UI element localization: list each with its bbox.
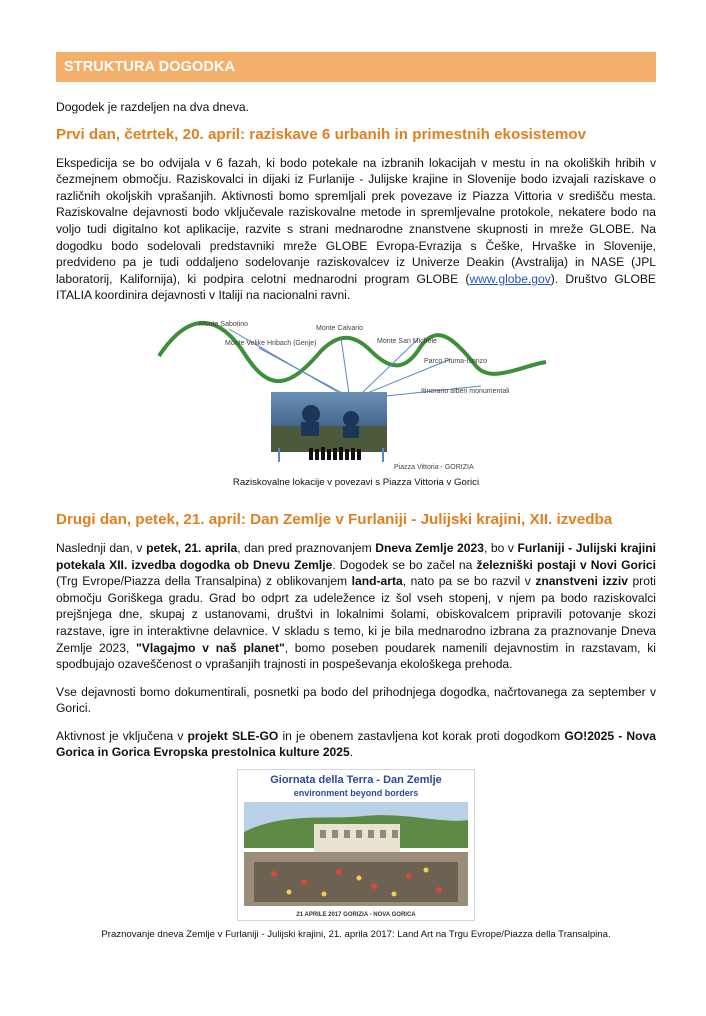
day2-paragraph3: [56, 728, 656, 761]
label-calvario: Monte Calvario: [316, 324, 364, 332]
bold-text: petek, 21. aprila: [146, 540, 238, 555]
text: (Trg Evrope/Piazza della Transalpina) z oblikovanjem: [56, 574, 352, 589]
poster-title: Giornata della Terra - Dan Zemlje: [270, 774, 442, 787]
poster-subtitle: environment beyond borders: [293, 788, 419, 799]
text: Naslednji dan, v: [56, 540, 147, 555]
day2-paragraph2: Vse dejavnosti bomo dokumentirali, posnetki pa bodo del prihodnjega dogodka, načrtovanega za september v Gorici.: [56, 684, 656, 716]
day1-text-b: ). Društvo GLOBE ITALIA koordinira dejavnosti v Italiji na nacionalni ravni.: [56, 271, 656, 303]
figure1-caption: Raziskovalne lokacije v povezavi s Piazza Vittoria v Gorici: [232, 476, 480, 488]
day1-paragraph: [56, 155, 656, 304]
section-banner: [56, 52, 656, 82]
label-piazza: Piazza Vittoria - GORIZIA: [394, 463, 474, 471]
text: .: [349, 745, 354, 760]
text: . Dogodek se bo začel na: [332, 557, 477, 572]
section-title: STRUKTURA DOGODKA: [64, 59, 236, 75]
bold-text: železniški postaji v Novi Gorici: [476, 557, 657, 572]
bold-text: projekt SLE-GO: [187, 728, 279, 743]
text: , nato pa se bo razvil v: [402, 574, 536, 589]
bold-text: GO!2025 - Nova Gorica in Gorica Evropska prestolnica kulture 2025: [56, 728, 656, 760]
text: proti območju Goriškega gradu. Grad bo odprt za udeležence iz šol vseh stopenj, v njem pa bodo raziskovalci prejšnjega dne, skupaj z ustanovami, društvi in lokalnimi šolami, obiskovalcem pripravili potovanje skozi razstave, igre in interaktivne delavnice. V skladu s temo, ki je bila mednarodno izbrana za praznovanje Dneva Zemlje 2023,: [56, 574, 656, 655]
bold-text: Dneva Zemlje 2023: [375, 540, 484, 555]
globe-link[interactable]: www.globe.gov: [469, 271, 551, 286]
text: Aktivnost je vključena v: [56, 728, 188, 743]
day1-heading: Prvi dan, četrtek, 20. april: raziskave 6 urbanih in primestnih ekosistemov: [56, 125, 587, 143]
document-page: [56, 52, 656, 940]
day2-paragraph1: [56, 540, 656, 673]
bold-text: "Vlagajmo v naš planet": [136, 640, 285, 655]
bold-text: znanstveni izziv: [535, 574, 628, 589]
research-locations-figure: [151, 316, 561, 471]
text: in je obenem zastavljena kot korak proti dogodkom: [278, 728, 565, 743]
bold-text: Furlaniji - Julijski krajini potekala XII. izvedba dogodka ob Dnevu Zemlje: [56, 540, 656, 572]
earth-day-poster: [237, 769, 475, 921]
land-art-photo: [244, 802, 468, 906]
label-sabotino: Monte Sabotino: [199, 320, 249, 328]
label-itinerario: Itinerario alberi monumentali: [421, 387, 510, 395]
poster-footer: 21 APRILE 2017 GORIZIA - NOVA GORICA: [296, 912, 416, 919]
day1-text-a: Ekspedicija se bo odvijala v 6 fazah, ki bodo potekale na izbranih lokacijah v mestu in na okoliških hribih v čezmejnem območju. Raziskovalci in dijaki iz Furlanije - Julijske krajine in Slovenije bodo izvajali raziskave o različnih okoljskih vprašanjih. Aktivnosti bomo spremljali prek povezave iz Piazza Vittoria v središču mesta. Raziskovalne dejavnosti bodo vključevale raziskovalne metode in spremljevalne protokole, nekatere bodo na voljo tudi digitalno kot aplikacije, razvite s strani mednarodne znanstvene skupnosti in mreže GLOBE. Na dogodku bodo sodelovali predstavniki mreže GLOBE Evropa-Evrazija s Češke, Hrvaške in Slovenije, predvideno pa je tudi oddaljeno sodelovanje raziskovalcev iz Univerze Deakin (Avstralija) in NASE (JPL laboratorij, Kalifornija), ki podpira celotni mednarodni program GLOBE (: [56, 155, 656, 286]
label-velike-hribach: Monte Velike Hribach (Genje): [225, 339, 317, 347]
intro-text: Dogodek je razdeljen na dva dneva.: [56, 100, 249, 114]
text: , dan pred praznovanjem: [237, 540, 376, 555]
figure2-caption: Praznovanje dneva Zemlje v Furlaniji - Julijski krajini, 21. aprila 2017: Land Art na Trgu Evrope/Piazza della Transalpina.: [101, 929, 611, 941]
bold-text: land-arta: [351, 574, 403, 589]
label-parco: Parco Piuma-Isonzo: [424, 357, 488, 365]
day2-heading: Drugi dan, petek, 21. april: Dan Zemlje v Furlaniji - Julijski krajini, XII. izvedba: [56, 510, 613, 528]
text: , bomo poseben poudarek namenili dejavnostim in razstavam, ki spodbujajo ozaveščenost o vprašanjih trajnosti in pospeševanja ekološkega prehoda.: [56, 640, 656, 672]
text: , bo v: [483, 540, 518, 555]
label-san-michele: Monte San Michele: [377, 337, 437, 345]
